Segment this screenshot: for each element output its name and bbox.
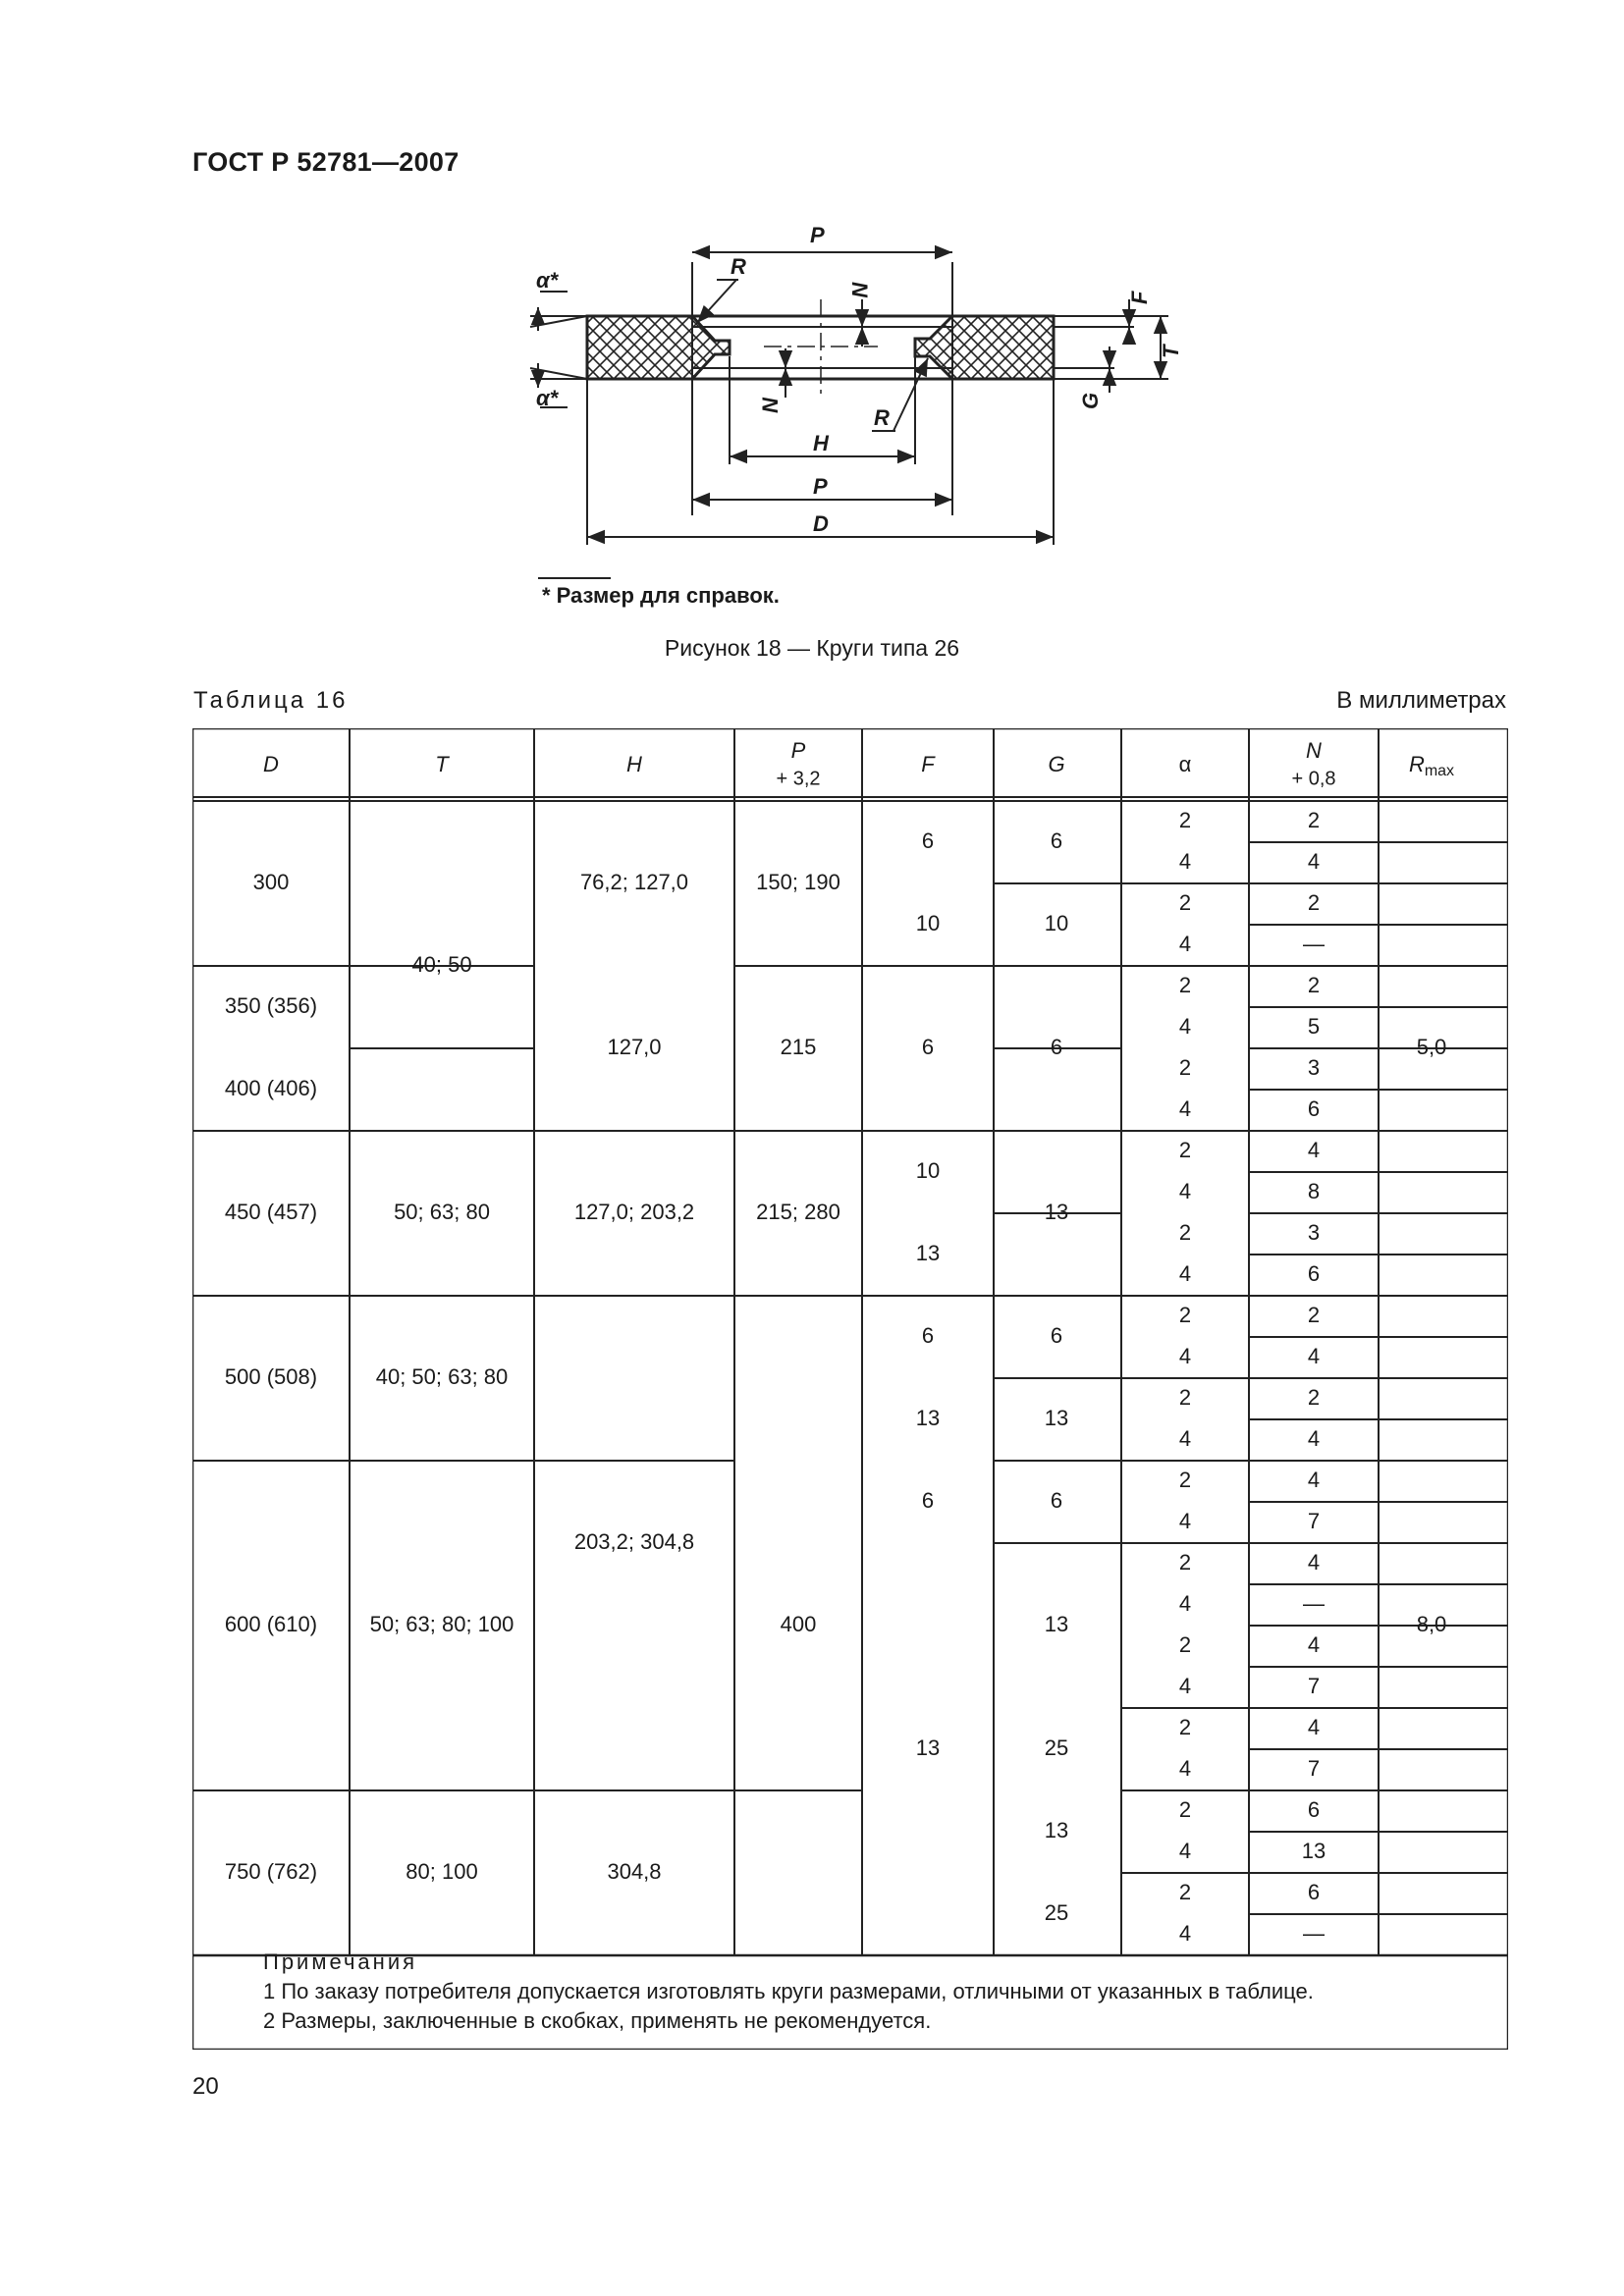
- label-r-bottom: R: [874, 405, 890, 430]
- cell-alpha: 2: [1178, 1714, 1192, 1739]
- cell-h-1: 76,2; 127,0: [579, 869, 689, 894]
- cell-r-2: 8,0: [1416, 1611, 1447, 1636]
- wheel-drawing: [511, 221, 1198, 633]
- cell-alpha: 2: [1178, 1796, 1192, 1822]
- cell-n: 4: [1307, 1549, 1321, 1575]
- cell-t-5: 80; 100: [406, 1858, 478, 1884]
- cell-n: 6: [1307, 1879, 1321, 1904]
- cell-d-750: 750 (762): [224, 1858, 318, 1884]
- cell-alpha: 2: [1178, 972, 1192, 997]
- cell-alpha: 4: [1178, 1920, 1192, 1946]
- cell-g: 13: [1044, 1817, 1069, 1842]
- cell-alpha: 4: [1178, 1838, 1192, 1863]
- cell-alpha: 2: [1178, 1054, 1192, 1080]
- cell-alpha: 4: [1178, 1508, 1192, 1533]
- cell-d-500: 500 (508): [224, 1363, 318, 1389]
- cell-p-4: 400: [780, 1611, 817, 1636]
- cell-n: 4: [1307, 848, 1321, 874]
- cell-n: 4: [1307, 1137, 1321, 1162]
- header-n-tol: + 0,8: [1291, 768, 1336, 790]
- cell-h-2: 127,0: [607, 1034, 662, 1059]
- header-p: P: [790, 737, 806, 763]
- cell-n: 3: [1307, 1054, 1321, 1080]
- cell-n: 7: [1307, 1508, 1321, 1533]
- document-title: ГОСТ Р 52781—2007: [192, 147, 460, 177]
- cell-n: 2: [1307, 972, 1321, 997]
- cell-alpha: 2: [1178, 1879, 1192, 1904]
- cell-alpha: 2: [1178, 1384, 1192, 1410]
- cell-n: 7: [1307, 1673, 1321, 1698]
- label-p-top: P: [810, 223, 825, 247]
- label-d: D: [813, 511, 829, 536]
- cell-f: 13: [915, 1405, 941, 1430]
- cell-f: 6: [921, 1322, 935, 1348]
- cell-n: 6: [1307, 1796, 1321, 1822]
- cell-f: 6: [921, 1034, 935, 1059]
- cell-alpha: 4: [1178, 1755, 1192, 1781]
- cell-alpha: 2: [1178, 807, 1192, 832]
- cell-n: 8: [1307, 1178, 1321, 1203]
- cell-n: 3: [1307, 1219, 1321, 1245]
- figure-caption: Рисунок 18 — Круги типа 26: [664, 635, 960, 661]
- cell-p-2: 215: [780, 1034, 817, 1059]
- cell-n: 7: [1307, 1755, 1321, 1781]
- header-g: G: [1048, 751, 1065, 776]
- cell-alpha: 2: [1178, 1631, 1192, 1657]
- label-g: G: [1078, 392, 1103, 409]
- cell-alpha: 2: [1178, 1302, 1192, 1327]
- cell-g: 25: [1044, 1899, 1069, 1925]
- cell-f: 10: [915, 910, 941, 935]
- cell-g: 25: [1044, 1735, 1069, 1760]
- cell-alpha: 4: [1178, 1260, 1192, 1286]
- cell-alpha: 4: [1178, 1343, 1192, 1368]
- header-f: F: [921, 751, 935, 776]
- cell-alpha: 4: [1178, 1178, 1192, 1203]
- cell-n: 2: [1307, 1384, 1321, 1410]
- label-alpha-top: α*: [536, 268, 559, 293]
- cell-n: 2: [1307, 1302, 1321, 1327]
- cell-n: 4: [1307, 1467, 1321, 1492]
- cell-alpha: 2: [1178, 1137, 1192, 1162]
- cell-h-4: 203,2; 304,8: [573, 1528, 695, 1554]
- label-n-bottom: N: [758, 398, 783, 413]
- cell-g: 13: [1044, 1199, 1069, 1224]
- cell-alpha: 4: [1178, 1013, 1192, 1039]
- cell-r-1: 5,0: [1416, 1034, 1447, 1059]
- cell-alpha: 2: [1178, 889, 1192, 915]
- cell-alpha: 4: [1178, 1425, 1192, 1451]
- cell-g: 6: [1050, 1034, 1063, 1059]
- header-r: $R_{max}$: [1408, 751, 1455, 780]
- cell-t-4: 50; 63; 80; 100: [369, 1611, 514, 1636]
- cell-f: 10: [915, 1157, 941, 1183]
- figure-footnote: * Размер для справок.: [542, 583, 780, 608]
- cell-g: 6: [1050, 1487, 1063, 1513]
- cell-d-350: 350 (356): [224, 992, 318, 1018]
- footnote-rule: [538, 577, 611, 579]
- cell-g: 13: [1044, 1405, 1069, 1430]
- table-units: В миллиметрах: [1336, 687, 1506, 714]
- page-number: 20: [192, 2073, 219, 2100]
- label-t: T: [1159, 345, 1183, 358]
- cell-n: —: [1303, 1590, 1325, 1616]
- cell-d-400: 400 (406): [224, 1075, 318, 1100]
- cell-g: 10: [1044, 910, 1069, 935]
- cell-n: 6: [1307, 1260, 1321, 1286]
- note-1: 1 По заказу потребителя допускается изготовлять круги размерами, отличными от указанных в таблице.: [263, 1979, 1314, 2003]
- label-h: H: [813, 431, 829, 455]
- cell-f: 6: [921, 1487, 935, 1513]
- cell-f: 6: [921, 828, 935, 853]
- cell-h-5: 304,8: [607, 1858, 662, 1884]
- cell-n: —: [1303, 1920, 1325, 1946]
- cell-f: 13: [915, 1240, 941, 1265]
- header-p-tol: + 3,2: [776, 768, 821, 790]
- label-alpha-bottom: α*: [536, 386, 559, 410]
- cell-n: 5: [1307, 1013, 1321, 1039]
- cell-n: 13: [1301, 1838, 1326, 1863]
- cell-g: 6: [1050, 1322, 1063, 1348]
- header-n: N: [1306, 737, 1322, 763]
- cell-n: 2: [1307, 807, 1321, 832]
- notes-title: Примечания: [263, 1949, 418, 1974]
- header-d: D: [263, 751, 279, 776]
- label-n-top: N: [847, 282, 872, 297]
- cell-n: —: [1303, 931, 1325, 956]
- cell-n: 2: [1307, 889, 1321, 915]
- label-f: F: [1127, 291, 1152, 304]
- cell-alpha: 4: [1178, 1590, 1192, 1616]
- cell-t-1: 40; 50: [411, 951, 472, 977]
- cell-g: 6: [1050, 828, 1063, 853]
- label-r-top: R: [731, 254, 746, 279]
- left-rim-section: [587, 316, 730, 379]
- cell-alpha: 4: [1178, 1095, 1192, 1121]
- cell-n: 6: [1307, 1095, 1321, 1121]
- cell-g: 13: [1044, 1611, 1069, 1636]
- cell-alpha: 4: [1178, 848, 1192, 874]
- cell-n: 4: [1307, 1714, 1321, 1739]
- cell-p-3: 215; 280: [756, 1199, 840, 1224]
- cell-p-1: 150; 190: [756, 869, 840, 894]
- label-p-bottom: P: [813, 474, 828, 499]
- cell-f: 13: [915, 1735, 941, 1760]
- note-2: 2 Размеры, заключенные в скобках, применять не рекомендуется.: [263, 2008, 932, 2033]
- cell-alpha: 2: [1178, 1219, 1192, 1245]
- cell-alpha: 4: [1178, 931, 1192, 956]
- cell-d-600: 600 (610): [224, 1611, 318, 1636]
- cell-n: 4: [1307, 1425, 1321, 1451]
- cell-n: 4: [1307, 1343, 1321, 1368]
- cell-d-450: 450 (457): [224, 1199, 318, 1224]
- cell-d-300: 300: [252, 869, 290, 894]
- cell-t-2: 50; 63; 80: [394, 1199, 490, 1224]
- header-t: T: [435, 751, 449, 776]
- dimensions-table: [192, 728, 1508, 2050]
- cell-t-3: 40; 50; 63; 80: [375, 1363, 509, 1389]
- header-h: H: [626, 751, 642, 776]
- table-label: Таблица 16: [193, 687, 349, 714]
- cell-n: 4: [1307, 1631, 1321, 1657]
- right-rim-section: [915, 316, 1054, 379]
- cell-alpha: 4: [1178, 1673, 1192, 1698]
- cell-h-3: 127,0; 203,2: [573, 1199, 695, 1224]
- cell-alpha: 2: [1178, 1467, 1192, 1492]
- header-alpha: α: [1178, 751, 1192, 776]
- cell-alpha: 2: [1178, 1549, 1192, 1575]
